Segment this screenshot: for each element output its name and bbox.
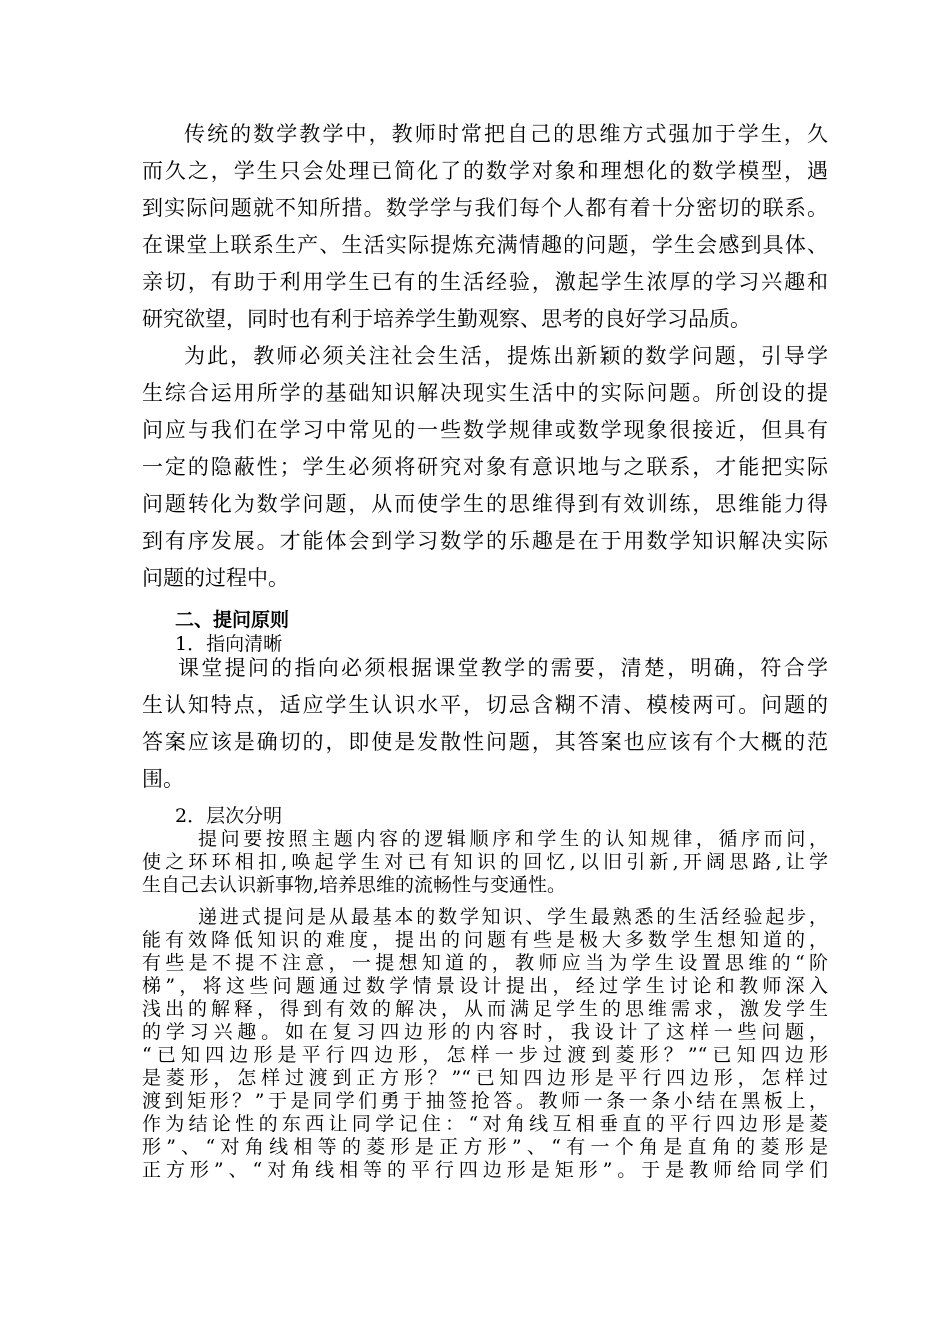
paragraph-2-line: 为此，教师必须关注社会生活，提炼出新颖的数学问题，引导学 [184, 344, 828, 368]
paragraph-5-line: 能有效降低知识的难度，提出的问题有些是极大多数学生想知道的， [142, 929, 828, 951]
paragraph-5-line: 是菱形，怎样过渡到正方形？”“已知四边形是平行四边形，怎样过 [142, 1067, 828, 1089]
paragraph-5-line: 浅出的解释，得到有效的解决，从而满足学生的思维需求，激发学生 [142, 998, 828, 1020]
section-heading: 二、提问原则 [175, 609, 290, 631]
paragraph-1-line: 亲切，有助于利用学生已有的生活经验，激起学生浓厚的学习兴趣和 [142, 270, 828, 294]
paragraph-3-line: 生认知特点，适应学生认识水平，切忌含糊不清、模棱两可。问题的 [142, 693, 828, 717]
paragraph-5-line: 作为结论性的东西让同学记住：“对角线互相垂直的平行四边形是菱 [142, 1113, 828, 1135]
paragraph-1-line: 传统的数学教学中，教师时常把自己的思维方式强加于学生，久 [184, 122, 828, 146]
subheading-1: 1．指向清晰 [175, 633, 283, 655]
paragraph-1-line: 到实际问题就不知所措。数学学与我们每个人都有着十分密切的联系。 [142, 196, 828, 220]
paragraph-5-line: 梯”，将这些问题通过数学情景设计提出，经过学生讨论和教师深入 [142, 975, 828, 997]
paragraph-3-line: 课堂提问的指向必须根据课堂教学的需要，清楚，明确，符合学 [178, 656, 828, 680]
paragraph-4-line: 使之环环相扣,唤起学生对已有知识的回忆,以旧引新,开阔思路,让学 [142, 851, 828, 873]
paragraph-5-line: 的学习兴趣。如在复习四边形的内容时，我设计了这样一些问题， [142, 1021, 828, 1043]
paragraph-2-line: 问题的过程中。 [142, 566, 289, 590]
paragraph-5-line: 渡到矩形？”于是同学们勇于抽签抢答。教师一条一条小结在黑板上， [142, 1090, 828, 1112]
paragraph-1-line: 研究欲望，同时也有利于培养学生勤观察、思考的良好学习品质。 [142, 307, 751, 331]
paragraph-4-line: 提问要按照主题内容的逻辑顺序和学生的认知规律，循序而问， [198, 828, 828, 850]
paragraph-1-line: 在课堂上联系生产、生活实际提炼充满情趣的问题，学生会感到具体、 [142, 233, 828, 257]
paragraph-5-line: 形”、“对角线相等的菱形是正方形”、“有一个角是直角的菱形是 [142, 1136, 828, 1158]
paragraph-4-line: 生自己去认识新事物,培养思维的流畅性与变通性。 [142, 874, 567, 896]
paragraph-2-line: 问应与我们在学习中常见的一些数学规律或数学现象很接近，但具有 [142, 418, 828, 442]
paragraph-2-line: 一定的隐蔽性；学生必须将研究对象有意识地与之联系，才能把实际 [142, 455, 828, 479]
paragraph-5-line: 正方形”、“对角线相等的平行四边形是矩形”。于是教师给同学们 [142, 1159, 828, 1181]
paragraph-5-line: “已知四边形是平行四边形，怎样一步过渡到菱形？”“已知四边形 [142, 1044, 828, 1066]
paragraph-3-line: 围。 [142, 767, 184, 791]
subheading-2: 2．层次分明 [175, 805, 283, 827]
paragraph-2-line: 问题转化为数学问题，从而使学生的思维得到有效训练，思维能力得 [142, 492, 828, 516]
paragraph-5-line: 递进式提问是从最基本的数学知识、学生最熟悉的生活经验起步， [198, 906, 828, 928]
paragraph-5-line: 有些是不提不注意，一提想知道的，教师应当为学生设置思维的“阶 [142, 952, 828, 974]
paragraph-2-line: 到有序发展。才能体会到学习数学的乐趣是在于用数学知识解决实际 [142, 529, 828, 553]
paragraph-2-line: 生综合运用所学的基础知识解决现实生活中的实际问题。所创设的提 [142, 381, 828, 405]
paragraph-3-line: 答案应该是确切的，即使是发散性问题，其答案也应该有个大概的范 [142, 730, 828, 754]
paragraph-1-line: 而久之，学生只会处理已简化了的数学对象和理想化的数学模型，遇 [142, 159, 828, 183]
